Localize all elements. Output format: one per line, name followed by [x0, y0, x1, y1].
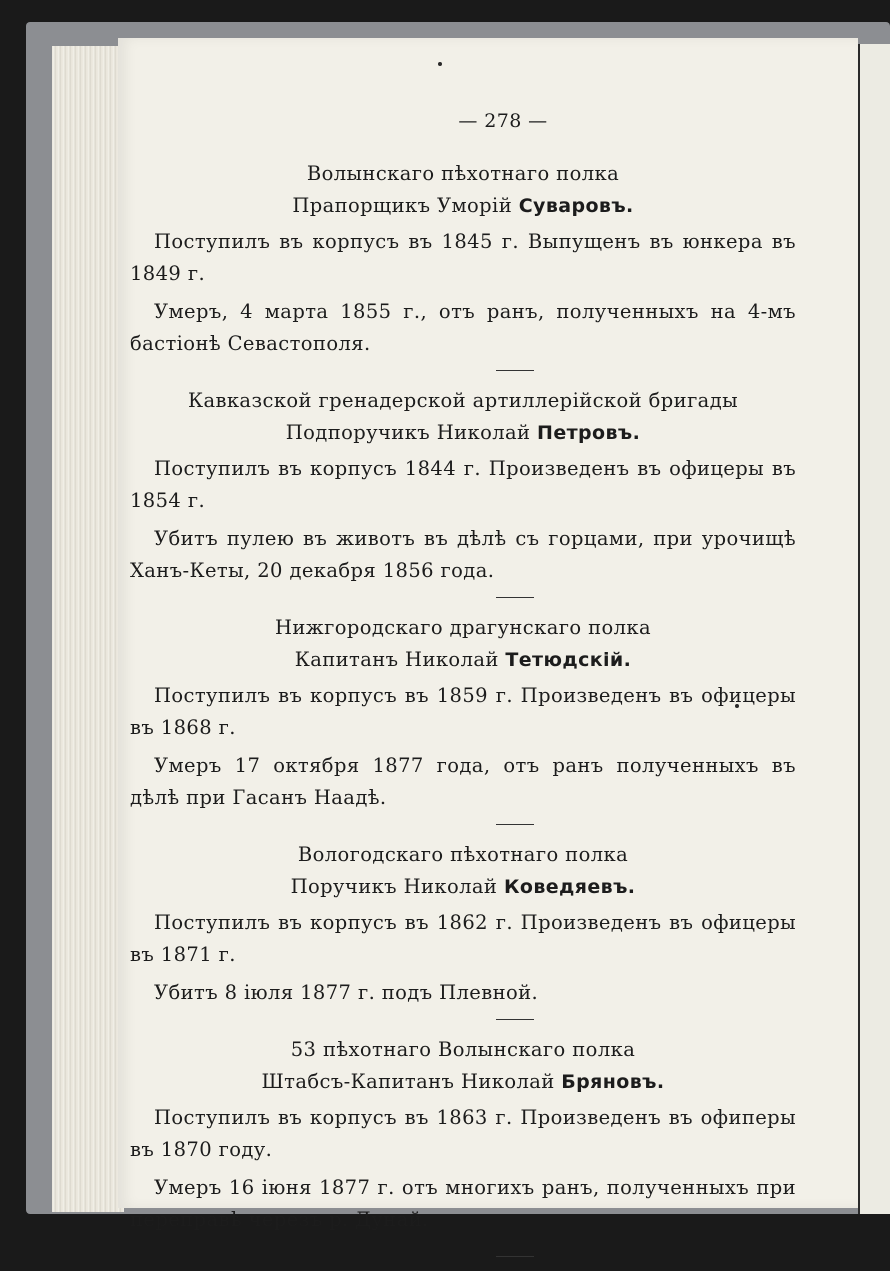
regiment-heading: Вологодскаго пѣхотнаго полка [297, 843, 629, 866]
regiment-heading: Волынскаго пѣхотнаго полка [306, 162, 620, 185]
section-divider [496, 597, 534, 598]
surname: Петровъ. [537, 422, 641, 444]
paragraph: Умеръ 17 октября 1877 года, отъ ранъ полученныхъ въ дѣлѣ при Гасанъ Наадѣ. [130, 754, 796, 809]
rank-line [130, 190, 796, 222]
section-divider [496, 1256, 534, 1257]
paragraph: Убитъ пулею въ животъ въ дѣлѣ съ горцами, при урочищѣ Ханъ-Кеты, 20 декабря 1856 года. [130, 527, 796, 582]
entry [130, 385, 796, 587]
page-content [130, 110, 796, 1271]
entry [130, 612, 796, 814]
paragraph: Убитъ 8 iюля 1877 г. подъ Плевной. [154, 981, 539, 1004]
rank-name: Подпоручикъ Николай [285, 421, 538, 444]
paragraph: Поступилъ въ корпусъ въ 1845 г. Выпущенъ въ юнкера въ 1849 г. [130, 230, 796, 285]
surname: Суваровъ. [518, 195, 634, 217]
rank-line [130, 417, 796, 449]
paragraph: Умеръ, 4 марта 1855 г., отъ ранъ, полученныхъ на 4-мъ бастiонѣ Севастополя. [130, 300, 796, 355]
regiment-heading: Нижгородскаго драгунскаго полка [274, 616, 652, 639]
surname: Бряновъ. [561, 1071, 665, 1093]
entry [130, 839, 796, 1009]
rank-name: Капитанъ Николай [294, 648, 506, 671]
surname: Коведяевъ. [503, 876, 636, 898]
regiment-heading: Кавказской гренадерской артиллерiйской бригады [187, 389, 739, 412]
page-number: — 278 — [458, 110, 548, 132]
paragraph: Поступилъ въ корпусъ въ 1862 г. Произведенъ въ офицеры въ 1871 г. [130, 911, 796, 966]
entry [130, 158, 796, 360]
section-divider [496, 370, 534, 371]
paragraph: Поступилъ въ корпусъ 1844 г. Произведенъ въ офицеры въ 1854 г. [130, 457, 796, 512]
rank-name: Штабсъ-Капитанъ Николай [261, 1070, 562, 1093]
rank-line [130, 644, 796, 676]
rank-name: Поручикъ Николай [290, 875, 504, 898]
surname: Тетюдскiй. [505, 649, 632, 671]
paragraph: Поступилъ въ корпусъ въ 1863 г. Произведенъ въ офиперы въ 1870 году. [130, 1106, 796, 1161]
entry [130, 1034, 796, 1236]
page-block-edge [52, 46, 124, 1212]
paragraph: Умеръ 16 iюня 1877 г. отъ многихъ ранъ, полученныхъ при переправѣ черезъ р. Дунай. [130, 1176, 796, 1231]
ink-speck [438, 62, 442, 66]
rank-name: Прапорщикъ Уморiй [292, 194, 519, 217]
rank-line [130, 871, 796, 903]
facing-page-edge [858, 44, 890, 1214]
paragraph: Поступилъ въ корпусъ въ 1859 г. Произведенъ въ офицеры въ 1868 г. [130, 684, 796, 739]
regiment-heading: 53 пѣхотнаго Волынскаго полка [290, 1038, 636, 1061]
rank-line [130, 1066, 796, 1098]
section-divider [496, 824, 534, 825]
section-divider [496, 1019, 534, 1020]
